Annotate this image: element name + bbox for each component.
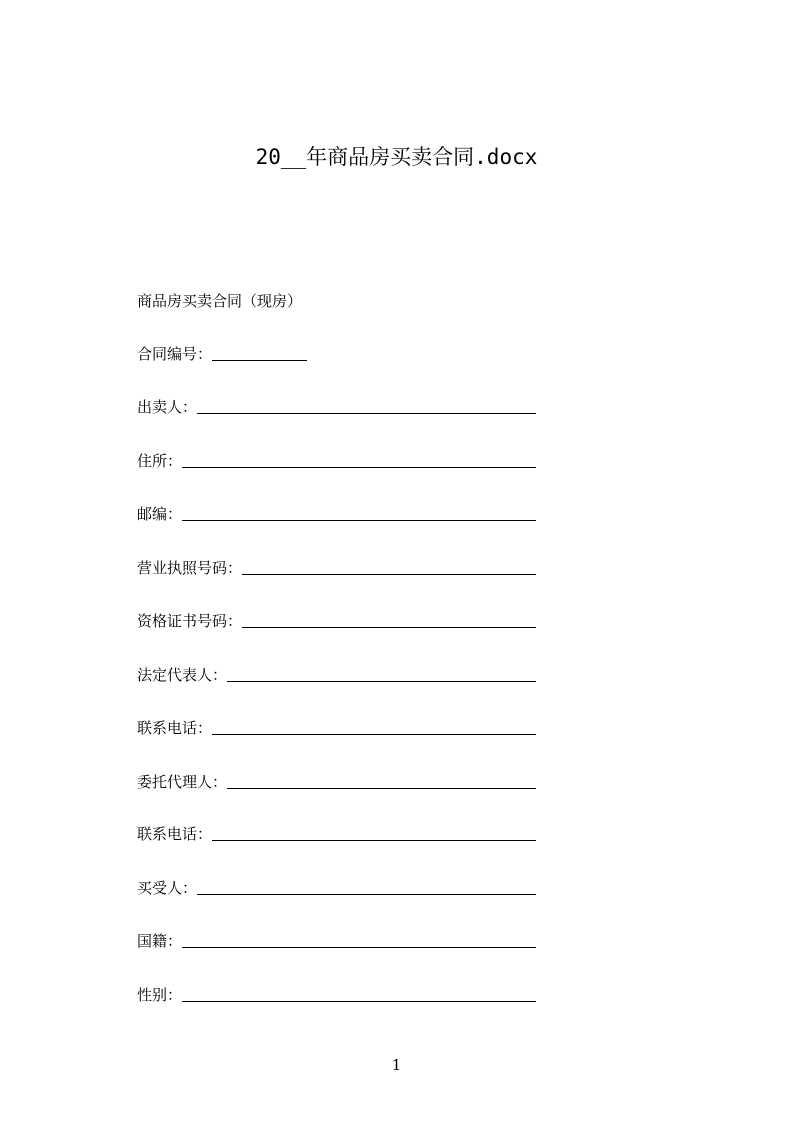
field-authorized-agent bbox=[137, 771, 536, 793]
fill-in-line bbox=[242, 626, 536, 628]
fill-in-line bbox=[212, 839, 536, 841]
field-seller-phone bbox=[137, 717, 536, 739]
field-label: 法定代表人： bbox=[137, 666, 228, 684]
field-contract-number bbox=[137, 343, 536, 365]
field-qualification-certificate bbox=[137, 610, 536, 632]
field-agent-phone bbox=[137, 823, 536, 845]
field-seller bbox=[137, 396, 536, 418]
fill-in-line bbox=[182, 946, 536, 948]
field-business-license bbox=[137, 557, 536, 579]
fill-in-line bbox=[227, 787, 536, 789]
field-legal-representative bbox=[137, 664, 536, 686]
document-title: 20__年商品房买卖合同.docx bbox=[255, 145, 538, 169]
field-postcode bbox=[137, 503, 536, 525]
fill-in-line bbox=[197, 893, 536, 895]
field-label: 性别： bbox=[137, 986, 183, 1004]
page-number: 1 bbox=[391, 1056, 402, 1074]
field-label: 出卖人： bbox=[137, 398, 198, 416]
fill-in-line bbox=[182, 466, 536, 468]
field-label: 资格证书号码： bbox=[137, 612, 243, 630]
field-label: 营业执照号码： bbox=[137, 559, 243, 577]
fill-in-line bbox=[227, 680, 536, 682]
contract-heading: 商品房买卖合同（现房） bbox=[137, 292, 303, 310]
fill-in-line bbox=[197, 412, 536, 414]
fill-in-line bbox=[182, 1000, 536, 1002]
field-nationality bbox=[137, 930, 536, 952]
field-label: 住所： bbox=[137, 452, 183, 470]
field-label: 联系电话： bbox=[137, 719, 213, 737]
fill-in-line bbox=[212, 733, 536, 735]
field-label: 买受人： bbox=[137, 879, 198, 897]
field-label: 委托代理人： bbox=[137, 773, 228, 791]
fill-in-line bbox=[212, 359, 307, 361]
field-address bbox=[137, 450, 536, 472]
fill-in-line bbox=[182, 519, 536, 521]
field-label: 联系电话： bbox=[137, 825, 213, 843]
field-buyer bbox=[137, 877, 536, 899]
field-label: 邮编： bbox=[137, 505, 183, 523]
fill-in-line bbox=[242, 573, 536, 575]
field-label: 合同编号： bbox=[137, 345, 213, 363]
field-label: 国籍： bbox=[137, 932, 183, 950]
field-gender bbox=[137, 984, 536, 1006]
